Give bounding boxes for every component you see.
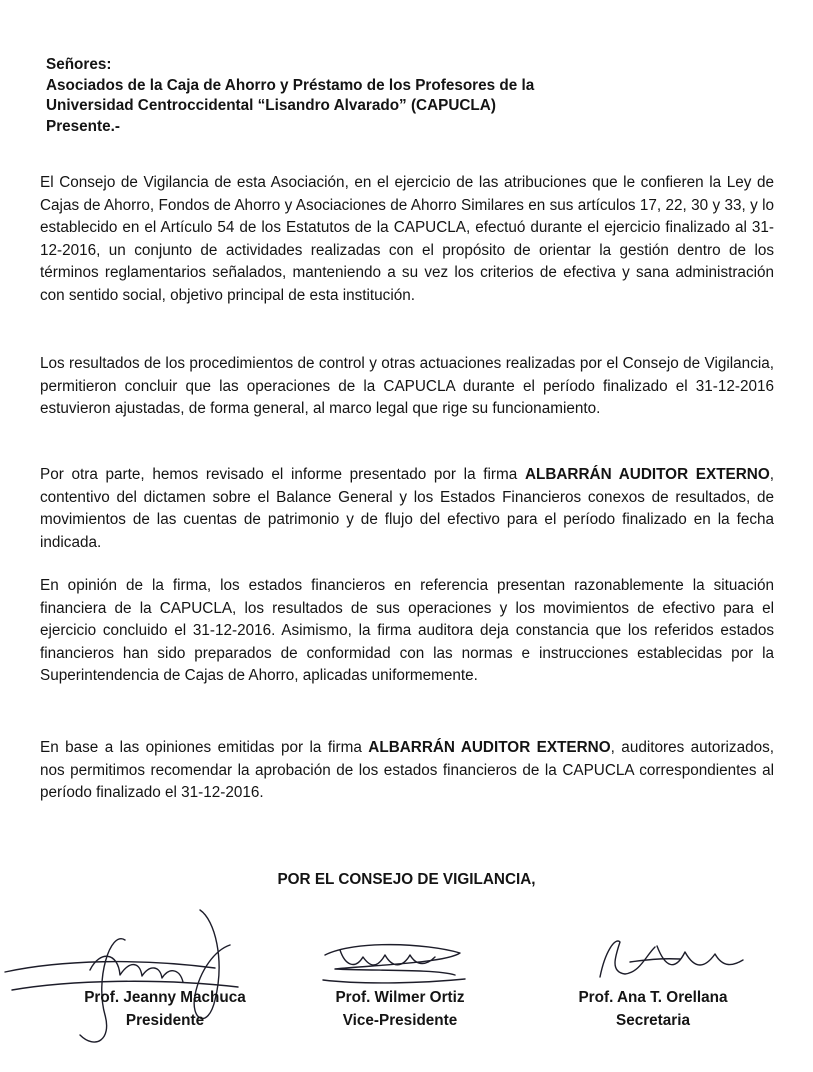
paragraph-auditor-report	[40, 464, 774, 554]
paragraph-recommendation	[40, 737, 774, 805]
auditor-firm-name: ALBARRÁN AUDITOR EXTERNO	[524, 466, 770, 483]
signatory-role: Presidente	[125, 1012, 205, 1029]
signatory-name: Prof. Ana T. Orellana	[578, 989, 728, 1006]
paragraph-text: En base a las opiniones emitidas por la firma	[40, 739, 369, 756]
presente-line: Presente.-	[46, 117, 120, 135]
signatory-role: Vice-Presidente	[342, 1012, 458, 1029]
signatory-name: Prof. Wilmer Ortiz	[335, 989, 465, 1006]
signatory-1	[60, 986, 270, 1032]
addressee-line-2: Universidad Centroccidental “Lisandro Alvarado” (CAPUCLA)	[46, 97, 496, 114]
signatory-2	[300, 986, 500, 1032]
paragraph-mandate: El Consejo de Vigilancia de esta Asociación, en el ejercicio de las atribuciones que le confieren la Ley de Cajas de Ahorro, Fondos de Ahorro y Asociaciones de Ahorro Similares en sus artículos 17, 22, 30 y 33, y lo establecido en el Artículo 54 de los Estatutos de la CAPUCLA, efectuó durante el ejercicio finalizado al 31-12-2016, un conjunto de actividades realizadas con el propósito de orientar la gestión dentro de los términos reglamentarios señalados, manteniendo a su vez los criterios de efectiva y sana administración con sentido social, objetivo principal de esta institución.	[40, 174, 774, 304]
signatory-name: Prof. Jeanny Machuca	[84, 989, 246, 1006]
paragraph-text: , contentivo del dictamen sobre el Balance General y los Estados Financieros conexos de resultados, de movimientos de las cuentas de patrimonio y de flujo del efectivo para el período finalizado en la fecha indicada.	[40, 466, 774, 551]
signatory-role: Secretaria	[616, 1012, 690, 1029]
signatory-3	[538, 986, 768, 1032]
auditor-firm-name: ALBARRÁN AUDITOR EXTERNO	[368, 739, 611, 756]
addressee-line-1: Asociados de la Caja de Ahorro y Préstamo de los Profesores de la	[46, 76, 535, 94]
salutation: Señores:	[46, 56, 112, 73]
paragraph-results: Los resultados de los procedimientos de control y otras actuaciones realizadas por el Consejo de Vigilancia, permitieron concluir que las operaciones de la CAPUCLA durante el período finalizado el 31-12-2016 estuvieron ajustadas, de forma general, al marco legal que rige su funcionamiento.	[40, 355, 774, 418]
signature-orellana	[585, 932, 755, 992]
council-closing: POR EL CONSEJO DE VIGILANCIA,	[277, 871, 536, 888]
paragraph-text: , auditores autorizados, nos permitimos recomendar la aprobación de los estados financieros de la CAPUCLA correspondientes al período finalizado el 31-12-2016.	[40, 739, 775, 802]
paragraph-text: Por otra parte, hemos revisado el informe presentado por la firma	[40, 466, 525, 483]
letter-header	[46, 55, 746, 137]
paragraph-firm-opinion: En opinión de la firma, los estados financieros en referencia presentan razonablemente la situación financiera de la CAPUCLA, los resultados de sus operaciones y los movimientos de efectivo para el ejercicio concluido el 31-12-2016. Asimismo, la firma auditora deja constancia que los referidos estados financieros han sido preparados de conformidad con las normas e instrucciones establecidas por la Superintendencia de Cajas de Ahorro, aplicadas uniformemente.	[40, 577, 774, 685]
